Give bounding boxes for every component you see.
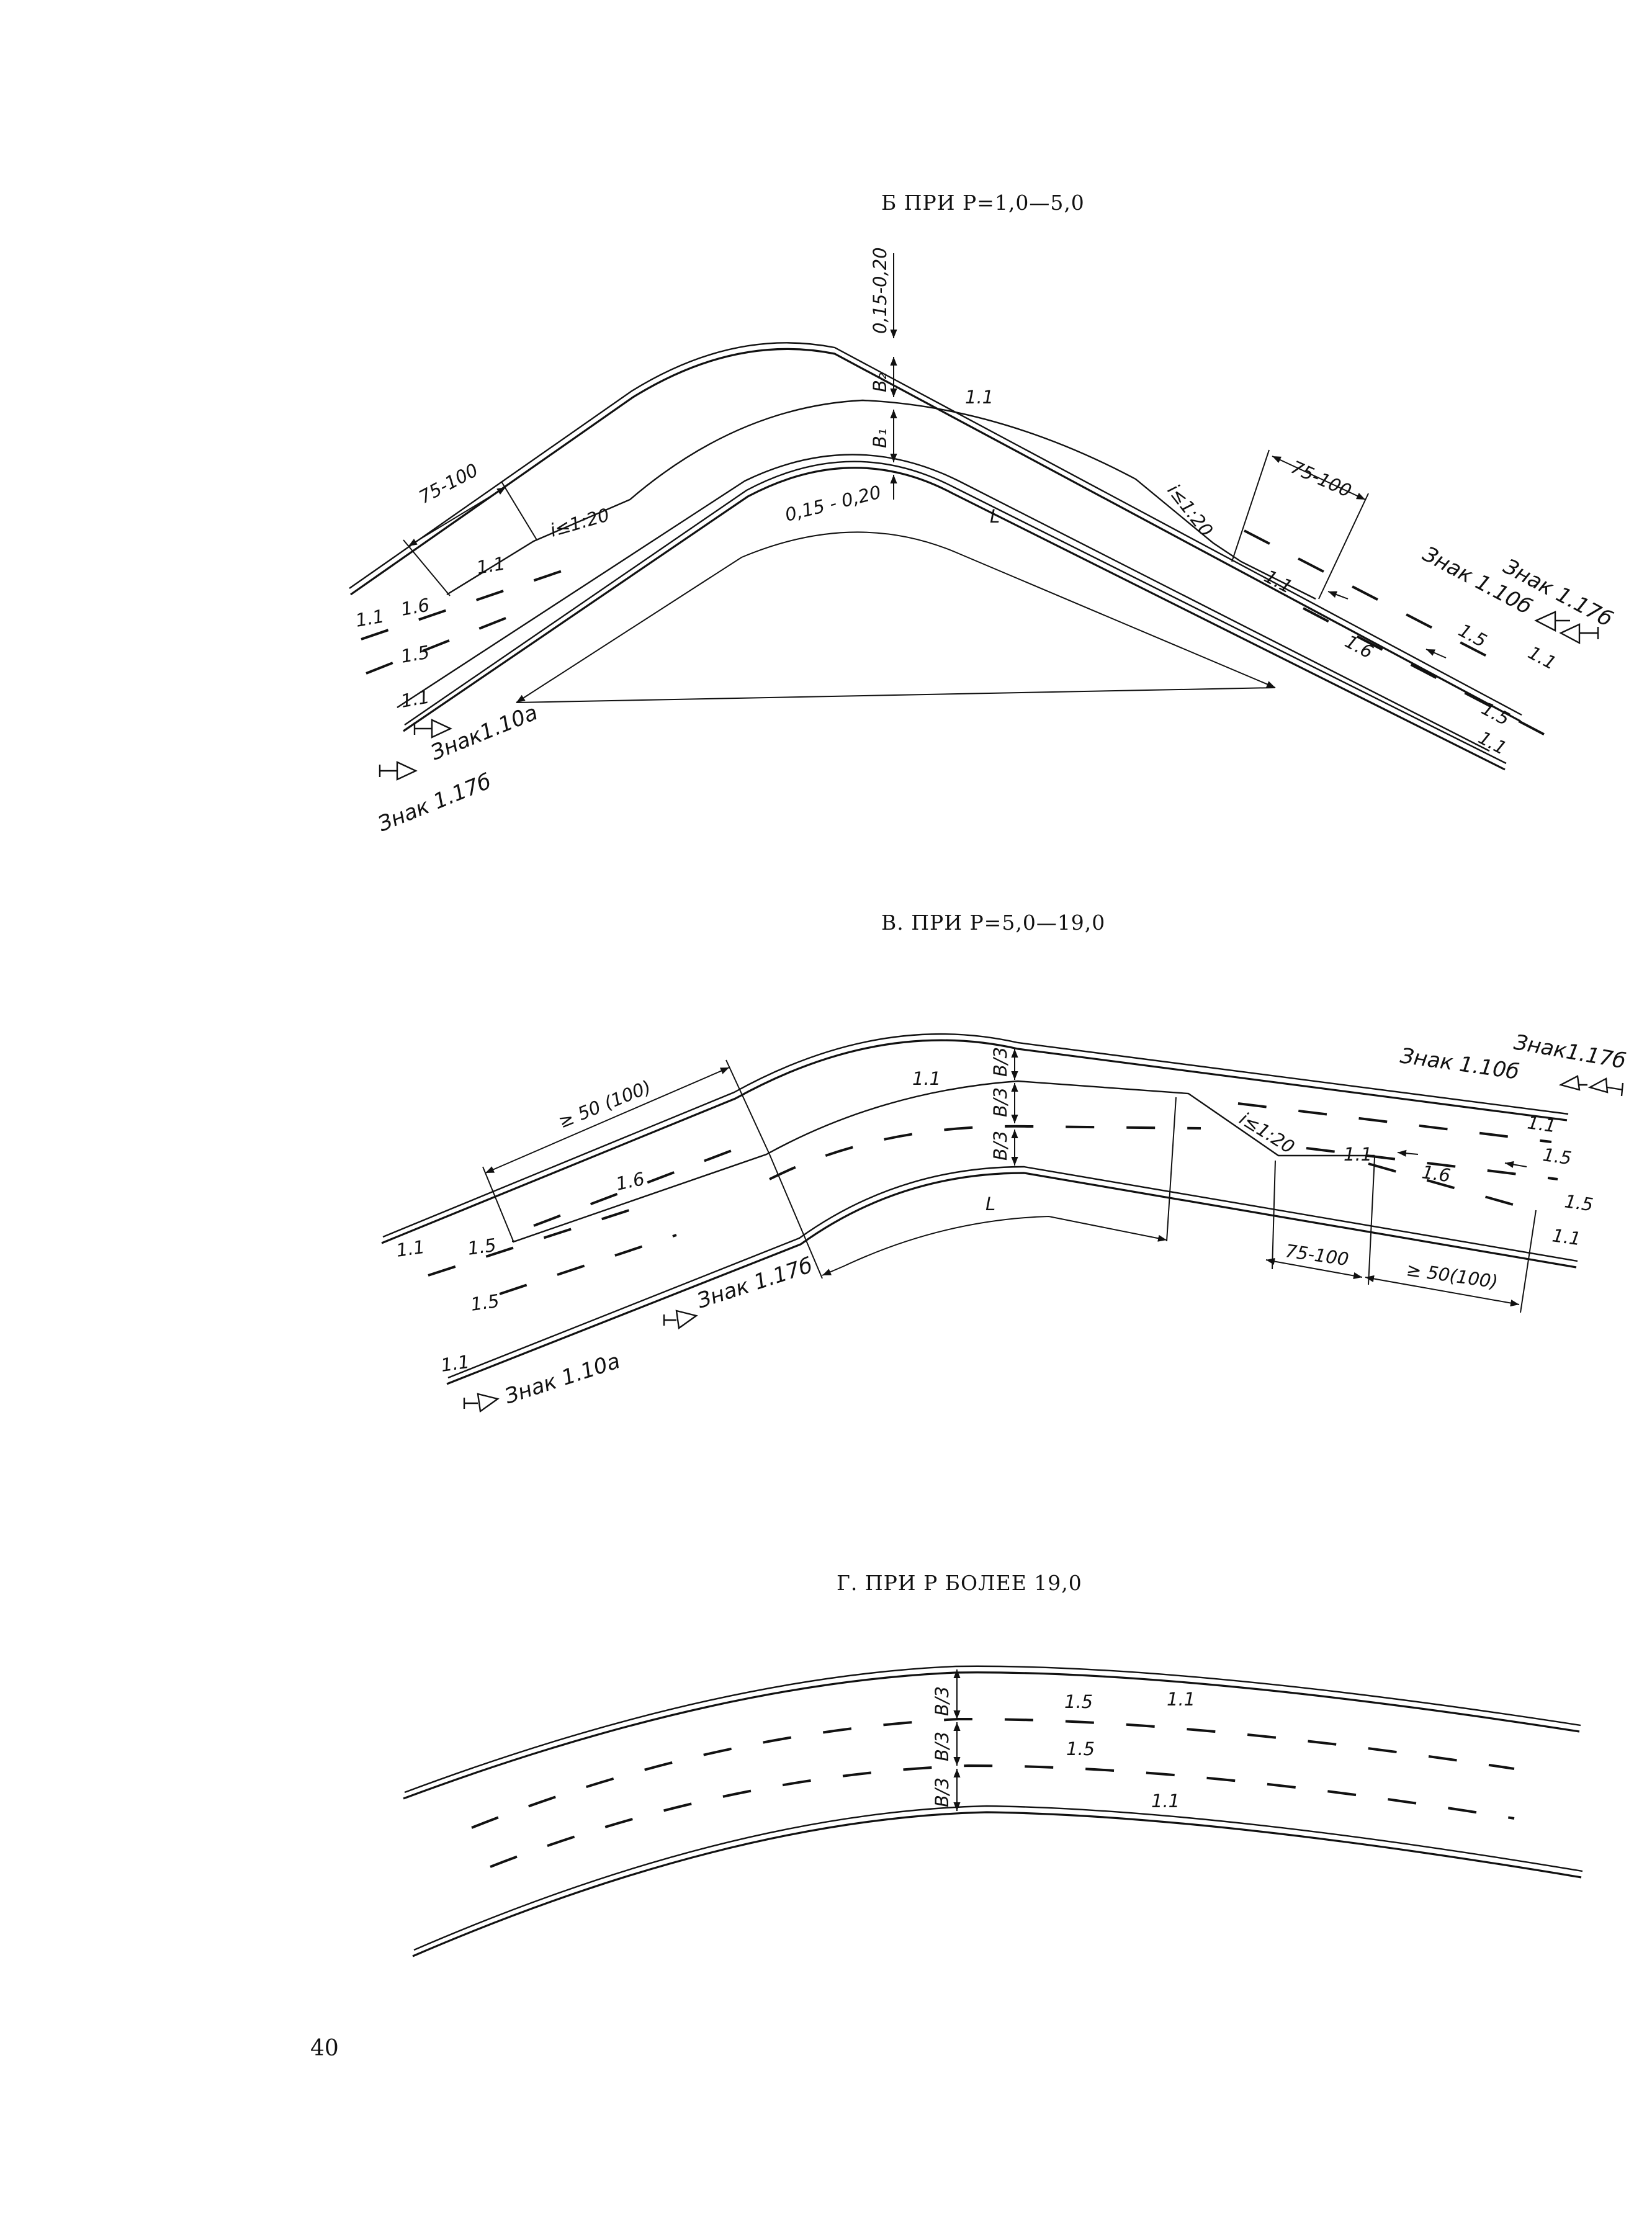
- label-right-edge-bottom: 1.1: [1475, 727, 1511, 759]
- label-b1: B₁: [869, 428, 891, 448]
- label-sign-right-b: Знак 1.17б: [1499, 554, 1617, 632]
- flow-arrow-2: [1426, 649, 1446, 658]
- label-b3-top: B/3: [931, 1686, 953, 1716]
- dim-right-ext-2: [1368, 1157, 1375, 1285]
- dim-len-left-ext-1: [483, 1167, 514, 1242]
- label-b3-mid: B/3: [990, 1087, 1011, 1117]
- diagram-b-title: Б ПРИ P=1,0—5,0: [881, 191, 1085, 215]
- dashed-line-1-5-left-a: [428, 1201, 658, 1275]
- label-b2: B₂: [869, 372, 891, 392]
- label-slope: i≤1:20: [1236, 1108, 1298, 1158]
- label-sign-left-mid: Знак 1.17б: [694, 1252, 816, 1314]
- label-left-1-5a: 1.5: [466, 1234, 498, 1259]
- label-right-1-5: 1.5: [1455, 619, 1491, 652]
- label-gap-top: 0,15-0,20: [869, 247, 891, 334]
- label-right-edge-bottom: 1.1: [1551, 1224, 1582, 1250]
- diagram-v: [382, 910, 1628, 1411]
- label-75-100: 75-100: [1284, 1240, 1350, 1270]
- label-right-1-5a: 1.5: [1542, 1144, 1573, 1169]
- dim-right-ext-3: [1520, 1210, 1536, 1313]
- label-right-1-5b: 1.5: [1478, 698, 1514, 730]
- label-left-1-5: 1.5: [399, 641, 431, 667]
- label-len-left: 75-100: [415, 459, 482, 508]
- label-gap-bottom: 0,15 - 0,20: [783, 481, 884, 526]
- label-50-100: ≥ 50(100): [1405, 1259, 1499, 1293]
- label-len-left: ≥ 50 (100): [555, 1076, 654, 1133]
- road-edge-bottom-outer: [413, 1812, 1581, 1956]
- sign-arrow-right-b: [1590, 1079, 1623, 1096]
- diagram-g: [403, 1571, 1582, 1956]
- dim-l: [516, 532, 1275, 703]
- label-left-inner: 1.1: [475, 552, 507, 578]
- inner-edge-line: [397, 455, 1489, 752]
- label-sign-left-a: Знак1.10а: [427, 700, 542, 766]
- label-right-edge-top: 1.1: [1524, 642, 1560, 674]
- flow-arrow-2: [1505, 1163, 1527, 1167]
- page-number: 40: [310, 2036, 339, 2061]
- label-1-1-top: 1.1: [1167, 1689, 1196, 1710]
- road-edge-bottom-outer: [403, 468, 1505, 770]
- label-b3-bot: B/3: [990, 1130, 1011, 1161]
- label-l: L: [985, 1193, 996, 1215]
- dim-right-ext-2: [1319, 493, 1368, 599]
- label-1-5-mid: 1.5: [1066, 1738, 1095, 1759]
- label-right-edge-top: 1.1: [1526, 1112, 1558, 1137]
- label-slope-left: i≤1:20: [547, 504, 612, 541]
- label-sign-right-a: Знак 1.10б: [1398, 1043, 1521, 1085]
- label-right-1-5b: 1.5: [1563, 1190, 1595, 1216]
- road-edge-top-inner: [383, 1034, 1568, 1237]
- label-1-5-top: 1.5: [1064, 1691, 1093, 1712]
- road-edge-top-outer: [351, 349, 1520, 721]
- dim-left-ext-1: [403, 540, 450, 596]
- sign-arrow-right-b: [1561, 624, 1598, 643]
- diagram-b: [349, 191, 1617, 837]
- label-left-1-5b: 1.5: [469, 1290, 501, 1315]
- label-sign-left-b: Знак 1.17б: [374, 768, 495, 837]
- dim-l: [822, 1216, 1167, 1275]
- dashed-line-1-5-left-b: [500, 1235, 676, 1294]
- label-b3-mid: B/3: [931, 1731, 953, 1761]
- label-right-inner: 1.1: [1344, 1144, 1373, 1165]
- dim-len-left-ext-2: [726, 1060, 770, 1154]
- dim-l-ext-2: [1167, 1097, 1176, 1241]
- label-sign-left-bottom: Знак 1.10а: [501, 1348, 624, 1409]
- label-left-edge-top: 1.1: [395, 1236, 426, 1261]
- sign-arrow-left-bottom: [464, 1394, 498, 1411]
- label-right-1-6: 1.6: [1341, 631, 1377, 663]
- road-edge-top-outer: [403, 1673, 1579, 1799]
- road-edge-top-inner: [405, 1666, 1581, 1792]
- dashed-line-left-1-6: [361, 568, 571, 639]
- dashed-line-center: [770, 1126, 1201, 1179]
- road-edge-top-outer: [382, 1040, 1567, 1243]
- label-sign-right-b: Знак1.17б: [1512, 1030, 1628, 1074]
- road-edge-bottom-inner: [414, 1806, 1582, 1950]
- dim-right-ext-1: [1232, 450, 1269, 562]
- flow-arrow-1: [1328, 591, 1348, 599]
- label-right-1-6: 1.6: [1421, 1161, 1452, 1187]
- dashed-line-lane-bottom: [490, 1766, 1514, 1867]
- label-l: L: [990, 506, 1000, 527]
- sign-arrow-right-a: [1536, 612, 1570, 631]
- label-len-right: 75-100: [1288, 456, 1355, 502]
- dim-l-base: [516, 688, 1275, 703]
- sign-arrow-left-mid: [664, 1311, 696, 1328]
- label-left-edge-bottom: 1.1: [399, 686, 431, 712]
- sign-arrow-right-a: [1561, 1076, 1587, 1090]
- label-b3-bot: B/3: [931, 1777, 953, 1807]
- flow-arrow-1: [1398, 1152, 1418, 1154]
- label-sign-right-a: Знак 1.10б: [1418, 541, 1536, 620]
- label-center-line: 1.1: [965, 387, 994, 408]
- road-edge-bottom-inner: [405, 462, 1506, 766]
- label-left-1-6: 1.6: [614, 1168, 647, 1195]
- diagram-v-title: В. ПРИ P=5,0—19,0: [881, 910, 1106, 935]
- dim-left-ext-2: [501, 482, 537, 540]
- label-right-inner: 1.1: [1260, 565, 1296, 598]
- sign-arrow-left-b: [380, 762, 416, 780]
- label-left-edge-top: 1.1: [354, 605, 386, 631]
- label-1-1-bottom: 1.1: [1151, 1790, 1180, 1812]
- label-slope-right: i≤1:20: [1163, 480, 1218, 541]
- label-left-1-6: 1.6: [399, 594, 431, 620]
- label-b3-top: B/3: [990, 1046, 1011, 1077]
- label-center-line: 1.1: [912, 1068, 941, 1089]
- label-left-edge-bottom: 1.1: [439, 1350, 471, 1376]
- diagram-g-title: Г. ПРИ P БОЛЕЕ 19,0: [837, 1571, 1082, 1595]
- road-edge-top-inner: [349, 343, 1522, 715]
- dim-len-left: [485, 1067, 729, 1173]
